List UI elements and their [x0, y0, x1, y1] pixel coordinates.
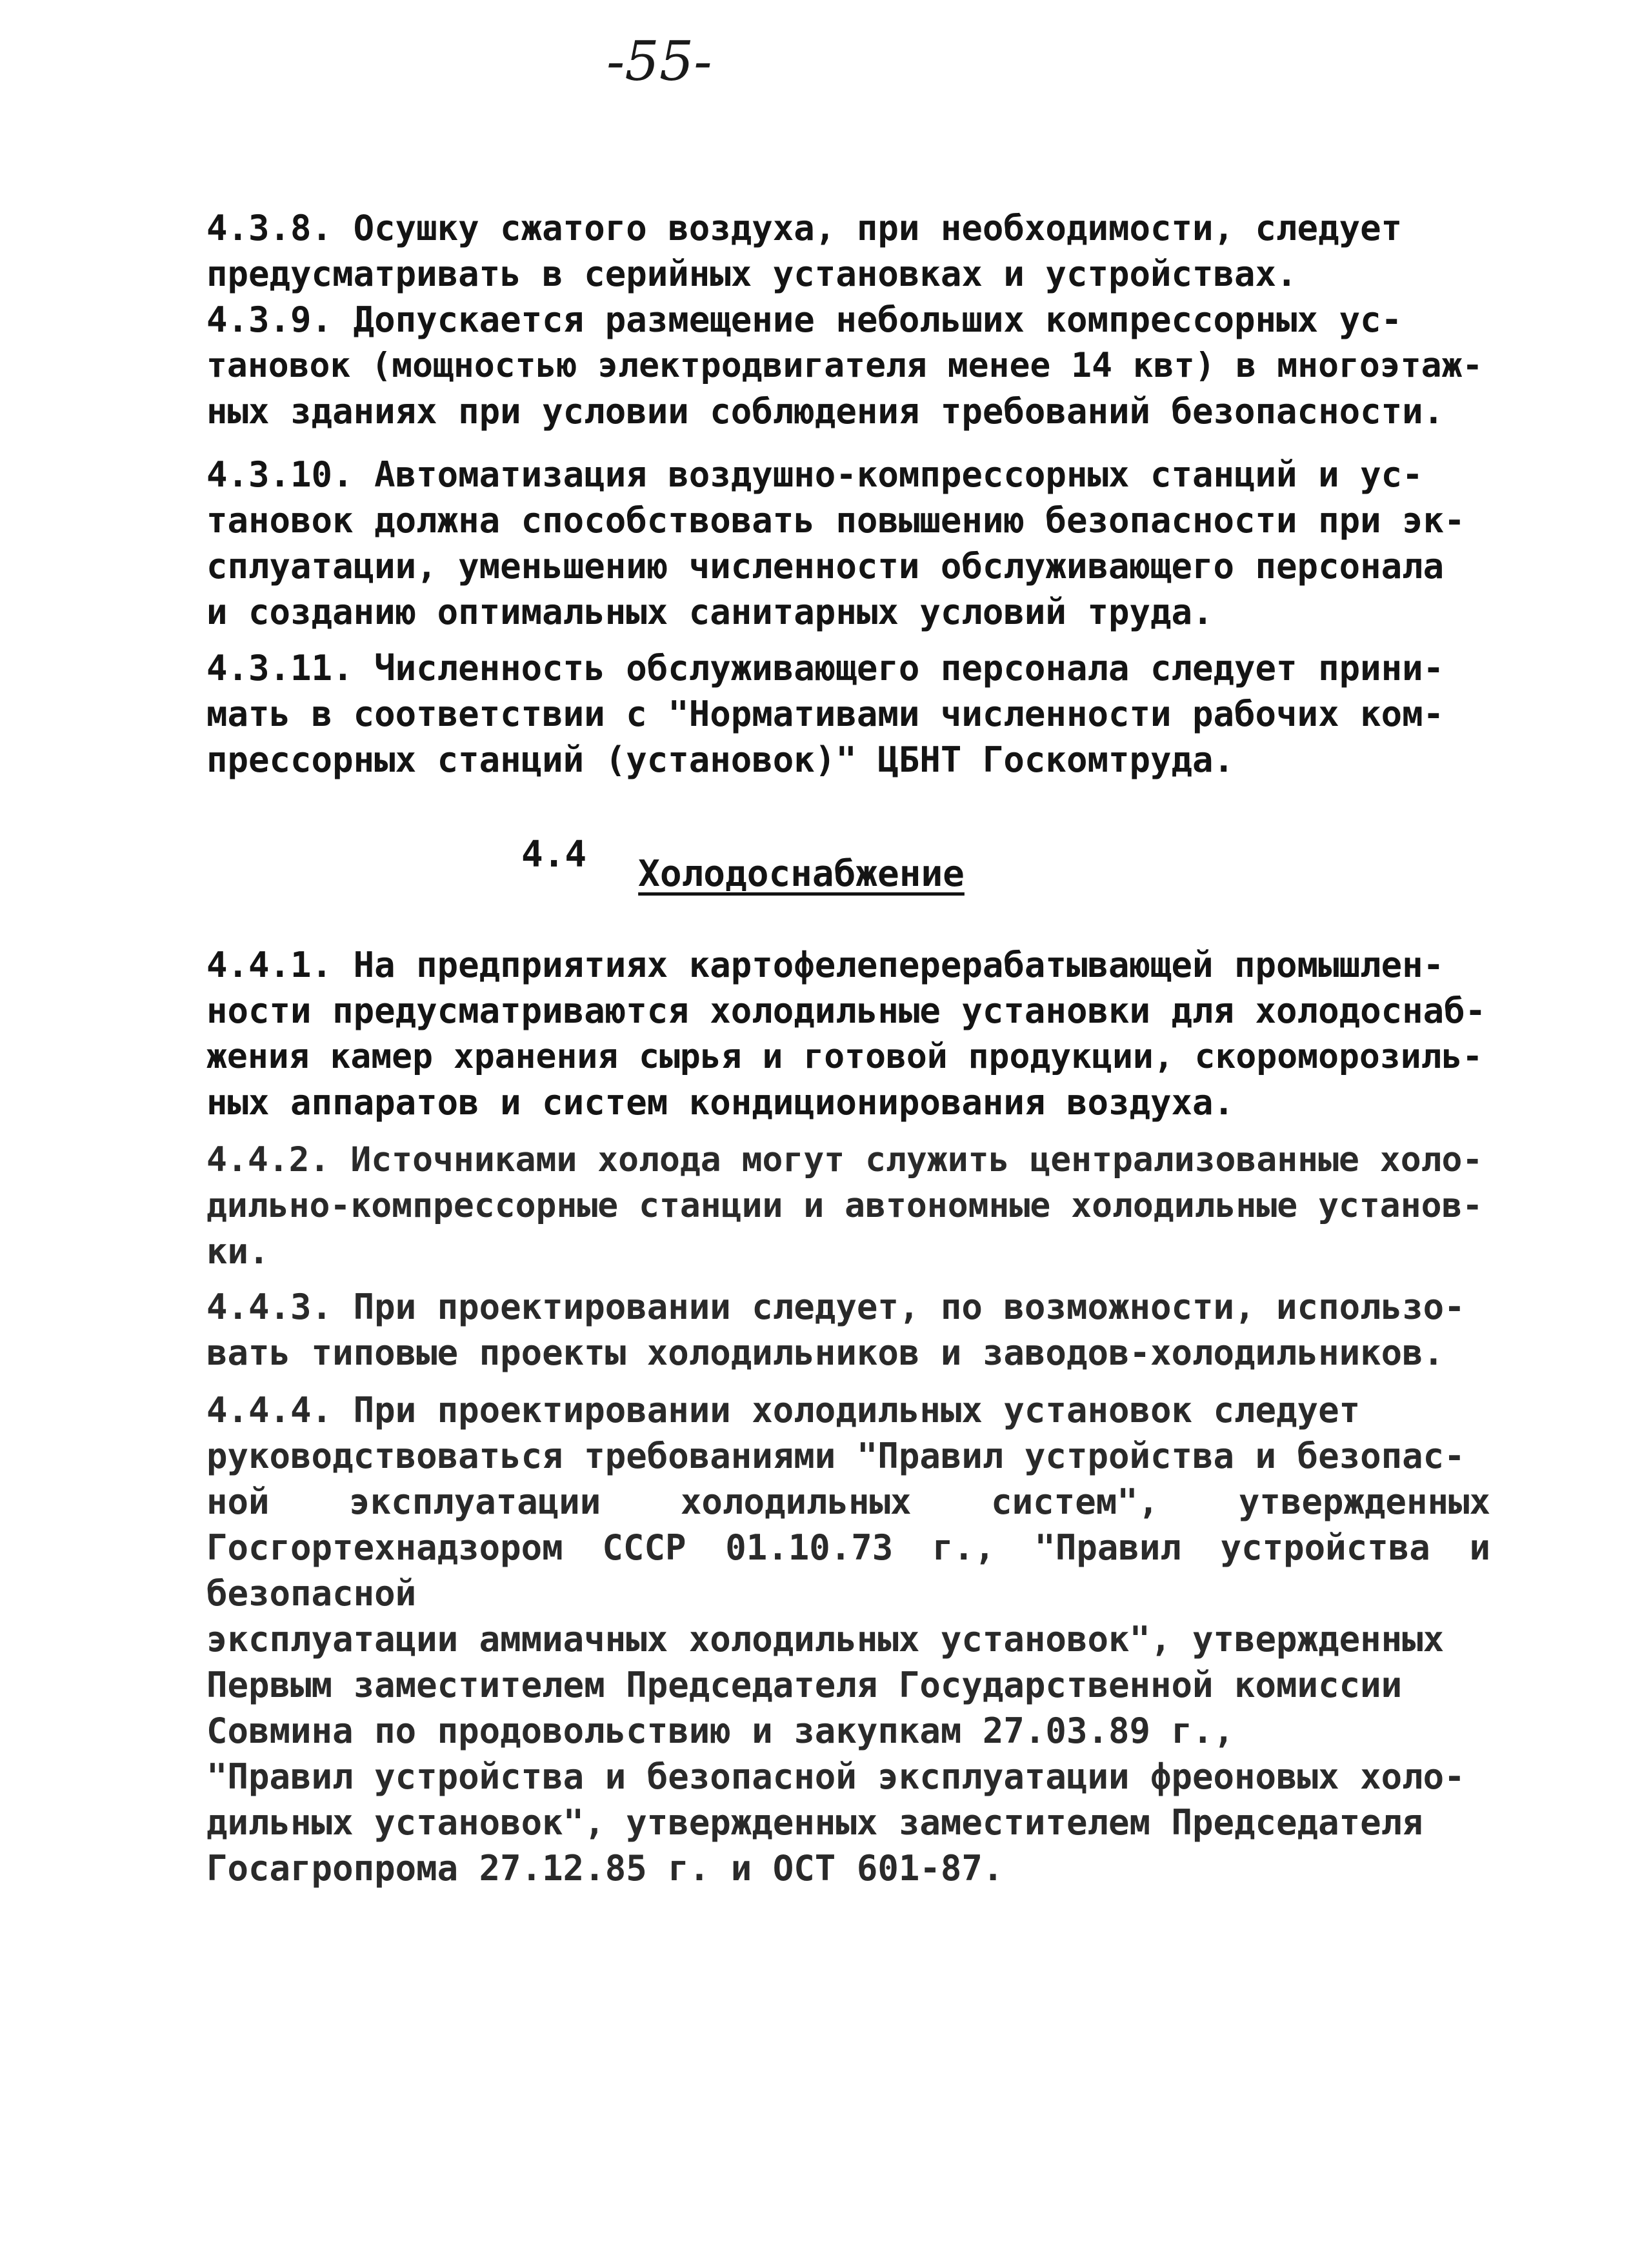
text-line: эксплуатации аммиачных холодильных установок", утвержденных [206, 1619, 1445, 1660]
text-line: прессорных станций (установок)" ЦБНТ Госкомтруда. [206, 739, 1235, 780]
text-line: дильных установок", утвержденных заместителем Председателя [206, 1802, 1423, 1843]
section-heading-4-4 [521, 832, 965, 895]
paragraph-4-4-4 [206, 1387, 1490, 1891]
text-line: ных аппаратов и систем кондиционирования воздуха. [206, 1082, 1235, 1123]
text-line: Совмина по продовольствию и закупкам 27.03.89 г., [206, 1711, 1235, 1751]
text-line: дильно-компрессорные станции и автономные холодильные установ- [206, 1186, 1483, 1225]
text-line: вать типовые проекты холодильников и заводов-холодильников. [206, 1332, 1445, 1373]
text-line: ки. [206, 1231, 270, 1272]
text-line: 4.4.2. Источниками холода могут служить централизованные холо- [206, 1140, 1483, 1179]
paragraph-4-3-9 [206, 297, 1490, 434]
text-line: сплуатации, уменьшению численности обслуживающего персонала [206, 546, 1445, 587]
text-line: жения камер хранения сырья и готовой продукции, скороморозиль- [206, 1037, 1483, 1076]
text-line: руководствоваться требованиями "Правил устройства и безопас- [206, 1436, 1465, 1476]
paragraph-4-3-8 [206, 205, 1490, 297]
text-line: Госагропрома 27.12.85 г. и ОСТ 601-87. [206, 1848, 1004, 1889]
paragraph-4-4-3 [206, 1284, 1490, 1376]
text-line: ных зданиях при условии соблюдения требований безопасности. [206, 391, 1445, 432]
text-line: 4.4.1. На предприятиях картофелеперерабатывающей промышлен- [206, 945, 1445, 985]
text-line: предусматривать в серийных установках и устройствах. [206, 254, 1297, 294]
paragraph-4-3-10 [206, 452, 1490, 635]
paragraph-4-4-1 [206, 942, 1490, 1125]
text-line: 4.4.4. При проектировании холодильных установок следует [206, 1390, 1361, 1430]
text-line: мать в соответствии с "Нормативами численности рабочих ком- [206, 694, 1445, 734]
text-line: 4.3.9. Допускается размещение небольших компрессорных ус- [206, 299, 1403, 340]
text-line: 4.3.10. Автоматизация воздушно-компрессорных станций и ус- [206, 454, 1423, 495]
paragraph-4-4-2 [206, 1137, 1490, 1274]
section-title: Холодоснабжение [638, 853, 965, 895]
text-line: тановок должна способствовать повышению безопасности при эк- [206, 500, 1465, 541]
page-number: -55- [606, 30, 712, 93]
text-line: тановок (мощностью электродвигателя менее 14 квт) в многоэтаж- [206, 346, 1483, 385]
text-line: 4.4.3. При проектировании следует, по возможности, использо- [206, 1287, 1465, 1327]
text-line: 4.3.11. Численность обслуживающего персонала следует прини- [206, 648, 1445, 688]
text-line: и созданию оптимальных санитарных условий труда. [206, 592, 1214, 632]
section-number: 4.4 [521, 834, 587, 876]
text-line: "Правил устройства и безопасной эксплуатации фреоновых холо- [206, 1756, 1465, 1797]
text-line: Первым заместителем Председателя Государственной комиссии [206, 1665, 1403, 1705]
text-line: ности предусматриваются холодильные установки для холодоснаб- [206, 990, 1486, 1031]
paragraph-4-3-11 [206, 645, 1490, 783]
text-line: ной эксплуатации холодильных систем", утвержденных Госгортехнадзором СССР 01.10.73 г., "Правил устройства и безопасной [206, 1481, 1490, 1614]
text-line: 4.3.8. Осушку сжатого воздуха, при необходимости, следует [206, 208, 1403, 248]
